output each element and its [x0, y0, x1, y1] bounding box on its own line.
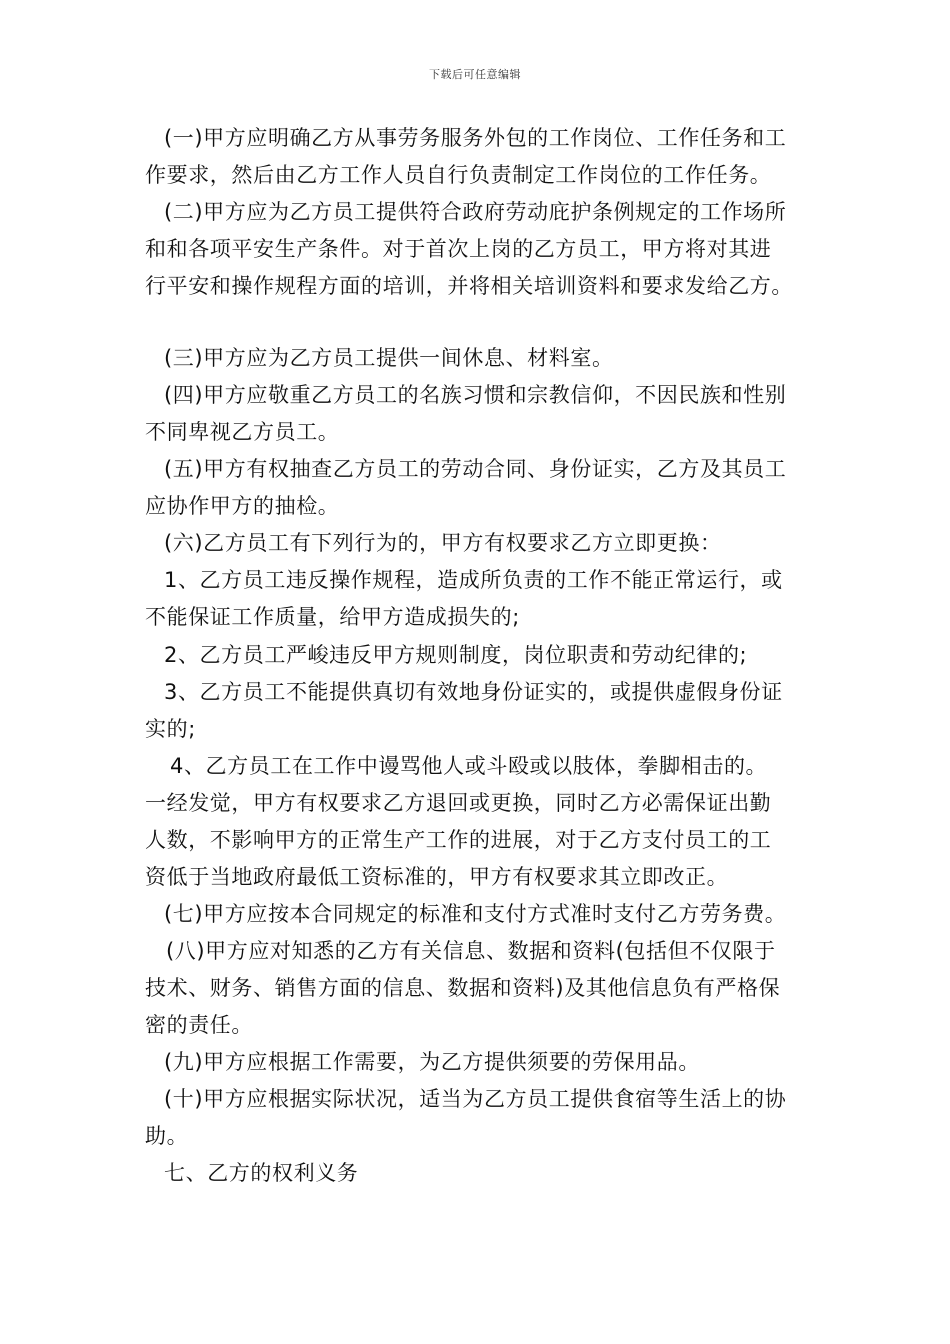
paragraph-line: 实的; — [145, 717, 196, 741]
paragraph-line: (八)甲方应对知悉的乙方有关信息、数据和资料(包括但不仅限于 — [166, 939, 776, 963]
paragraph-line: (一)甲方应明确乙方从事劳务服务外包的工作岗位、工作任务和工 — [164, 126, 787, 150]
page-header: 下载后可任意编辑 — [429, 68, 521, 81]
paragraph-line: 2、乙方员工严峻违反甲方规则制度，岗位职责和劳动纪律的; — [164, 643, 748, 667]
paragraph-line: (六)乙方员工有下列行为的，甲方有权要求乙方立即更换： — [164, 531, 722, 555]
paragraph-line: 助。 — [145, 1124, 189, 1148]
paragraph-line: (七)甲方应按本合同规定的标准和支付方式准时支付乙方劳务费。 — [164, 902, 787, 926]
paragraph-line: 1、乙方员工违反操作规程，造成所负责的工作不能正常运行，或 — [164, 568, 783, 592]
paragraph-line: 不能保证工作质量，给甲方造成损失的; — [145, 605, 520, 629]
paragraph-line: 作要求，然后由乙方工作人员自行负责制定工作岗位的工作任务。 — [145, 163, 772, 187]
section-heading: 七、乙方的权利义务 — [164, 1161, 359, 1185]
paragraph-line: (二)甲方应为乙方员工提供符合政府劳动庇护条例规定的工作场所 — [164, 200, 787, 224]
paragraph-line: 行平安和操作规程方面的培训，并将相关培训资料和要求发给乙方。 — [145, 274, 793, 298]
paragraph-line: 技术、财务、销售方面的信息、数据和资料)及其他信息负有严格保 — [145, 976, 781, 1000]
paragraph-line: 3、乙方员工不能提供真切有效地身份证实的，或提供虚假身份证 — [164, 680, 783, 704]
paragraph-line: 资低于当地政府最低工资标准的，甲方有权要求其立即改正。 — [145, 865, 729, 889]
paragraph-line: 和和各项平安生产条件。对于首次上岗的乙方员工，甲方将对其进 — [145, 237, 772, 261]
paragraph-line: 人数，不影响甲方的正常生产工作的进展，对于乙方支付员工的工 — [145, 828, 772, 852]
paragraph-line: 4、乙方员工在工作中谩骂他人或斗殴或以肢体，拳脚相击的。 — [170, 754, 768, 778]
paragraph-line: (四)甲方应敬重乙方员工的名族习惯和宗教信仰，不因民族和性别 — [164, 383, 787, 407]
paragraph-line: (五)甲方有权抽查乙方员工的劳动合同、身份证实，乙方及其员工 — [164, 457, 787, 481]
paragraph-line: (十)甲方应根据实际状况，适当为乙方员工提供食宿等生活上的协 — [164, 1087, 787, 1111]
paragraph-line: (九)甲方应根据工作需要，为乙方提供须要的劳保用品。 — [164, 1050, 700, 1074]
paragraph-line: 不同卑视乙方员工。 — [145, 420, 340, 444]
paragraph-line: 应协作甲方的抽检。 — [145, 494, 340, 518]
paragraph-line: (三)甲方应为乙方员工提供一间休息、材料室。 — [164, 346, 614, 370]
paragraph-line: 一经发觉，甲方有权要求乙方退回或更换，同时乙方必需保证出勤 — [145, 791, 772, 815]
paragraph-line: 密的责任。 — [145, 1013, 253, 1037]
